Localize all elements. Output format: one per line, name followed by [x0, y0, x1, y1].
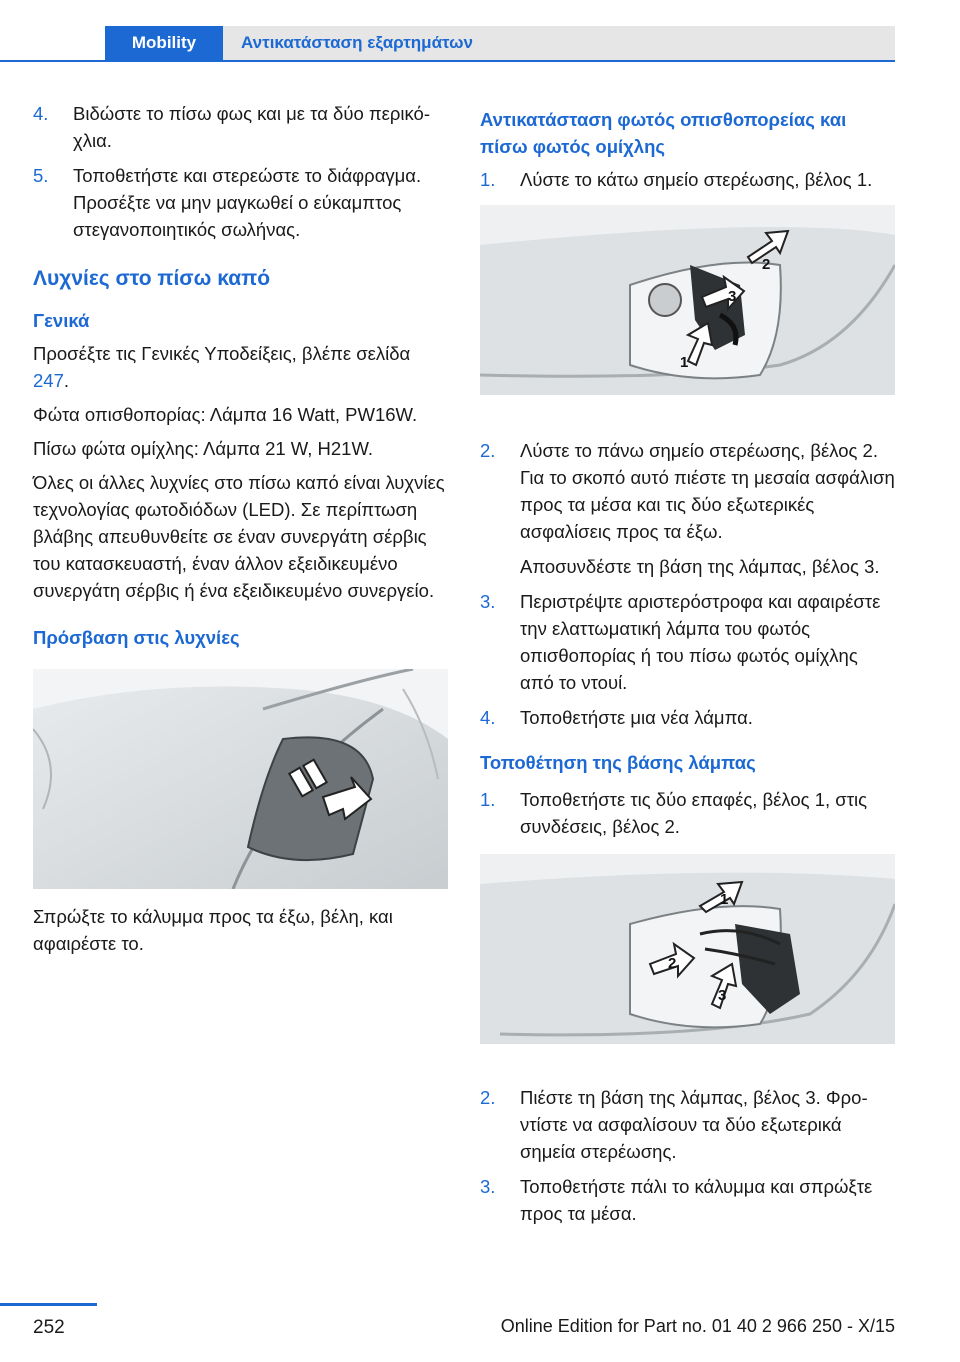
step-number: 3. — [480, 1176, 496, 1197]
step-text: Λύστε το κάτω σημείο στερέωσης, βέλος 1. — [520, 169, 873, 190]
step-number: 4. — [480, 707, 496, 728]
header-chapter-title[interactable]: Αντικατάσταση εξαρτημάτων — [223, 26, 895, 60]
step-number: 2. — [480, 440, 496, 461]
fig1-label-3: 3 — [728, 288, 737, 305]
subsection-title-access: Πρόσβαση στις λυχνίες — [33, 627, 240, 648]
step-number: 4. — [33, 103, 49, 124]
general-paragraph-2: Φώτα οπισθοπορίας: Λάμπα 16 Watt, PW16W. — [33, 404, 418, 425]
step-item — [480, 786, 895, 840]
footer-edition: Online Edition for Part no. 01 40 2 966 250 - X/15 — [500, 1316, 895, 1336]
step-text: Τοποθετήστε πάλι το κάλυμμα και σπρώξτε προς τα μέσα. — [520, 1176, 873, 1224]
fig1-label-1: 1 — [680, 354, 689, 371]
step-item — [480, 437, 895, 545]
general-paragraph-3: Πίσω φώτα ομίχλης: Λάμπα 21 W, H21W. — [33, 438, 374, 459]
section-title-rear-lid-lamps: Λυχνίες στο πίσω καπό — [33, 267, 271, 290]
step-item — [480, 704, 895, 731]
section-title-install-holder: Τοποθέτηση της βάσης λάμπας — [480, 752, 756, 773]
step-number: 3. — [480, 591, 496, 612]
step-text: Τοποθετήστε και στερεώστε το διάφραγμα. Προσέξτε να μην μαγκωθεί ο εύκαμπτος στεγανοποιητικός σωλήνας. — [73, 165, 422, 240]
step-number: 1. — [480, 169, 496, 190]
general-paragraph-4: Όλες οι άλλες λυχνίες στο πίσω καπό είναι λυχνίες τεχνολογίας φωτοδιόδων (LED). Σε περίπτωση βλάβης απευθυνθείτε σε έναν συνεργάτη σέρβις του κατασκευαστή, έναν άλλον εξειδικευμένο συνεργάτη σέρβις ή ένα εξειδικευμένο συνεργείο. — [33, 472, 445, 601]
step-item — [33, 100, 448, 154]
step-text: Λύστε το πάνω σημείο στερέωσης, βέλος 2. Για το σκοπό αυτό πιέστε τη μεσαία ασφάλιση προς τα μέσα και τις δύο εξωτερικές ασφαλίσεις προς τα έξω. — [520, 440, 895, 542]
page-header — [0, 26, 895, 60]
right-column — [480, 100, 895, 1235]
step-text: Τοποθετήστε τις δύο επαφές, βέλος 1, στις συνδέσεις, βέλος 2. — [520, 789, 868, 837]
general-text-end: . — [63, 370, 70, 391]
step-number: 1. — [480, 789, 496, 810]
step-item — [480, 166, 895, 193]
step-text: Περιστρέψτε αριστερόστροφα και αφαιρέστε την ελαττωματική λάμπα του φωτός οπισθοπορίας ή του πίσω φωτός ομίχλης από το ντουί. — [520, 591, 881, 693]
fig2-label-1: 1 — [720, 891, 729, 908]
subsection-title-general: Γενικά — [33, 310, 90, 331]
step-text: Πιέστε τη βάση της λάμπας, βέλος 3. Φροντίστε να ασφαλίσουν τα δύο εξωτερικά σημεία στερέωσης. — [520, 1087, 868, 1162]
lamp-fastening-illustration — [480, 205, 895, 395]
header-divider — [0, 60, 895, 62]
general-text: Προσέξτε τις Γενικές Υποδείξεις, βλέπε σελίδα — [33, 343, 411, 364]
access-caption: Σπρώξτε το κάλυμμα προς τα έξω, βέλη, και αφαιρέστε το. — [33, 906, 393, 954]
step-item — [480, 1173, 895, 1227]
step-text: Βιδώστε το πίσω φως και με τα δύο περικόχλια. — [73, 103, 431, 151]
step-number: 5. — [33, 165, 49, 186]
fig1-label-2: 2 — [762, 256, 771, 273]
step-item — [480, 588, 895, 696]
fig2-label-2: 2 — [668, 955, 677, 972]
step-text: Τοποθετήστε μια νέα λάμπα. — [520, 707, 753, 728]
figure-cover-removal — [33, 669, 448, 889]
step-subtext: Αποσυνδέστε τη βάση της λάμπας, βέλος 3. — [520, 556, 880, 577]
header-tab-mobility[interactable]: Mobility — [105, 26, 223, 60]
section-title-replace-lamps: Αντικατάσταση φωτός οπισθοπορείας και πίσω φωτός ομίχλης — [480, 109, 847, 157]
holder-install-illustration — [480, 854, 895, 1044]
general-paragraph-1 — [33, 340, 448, 394]
step-number: 2. — [480, 1087, 496, 1108]
footer-divider — [0, 1303, 97, 1306]
cover-removal-illustration — [33, 669, 448, 889]
figure-holder-install — [480, 854, 895, 1044]
page-number: 252 — [33, 1317, 65, 1338]
left-column — [33, 100, 448, 964]
fig2-label-3: 3 — [718, 987, 727, 1004]
step-item — [33, 162, 448, 243]
step-item — [480, 1084, 895, 1165]
figure-lamp-fastening — [480, 205, 895, 395]
header-blank — [0, 26, 105, 60]
page-link-247[interactable]: 247 — [33, 370, 64, 391]
